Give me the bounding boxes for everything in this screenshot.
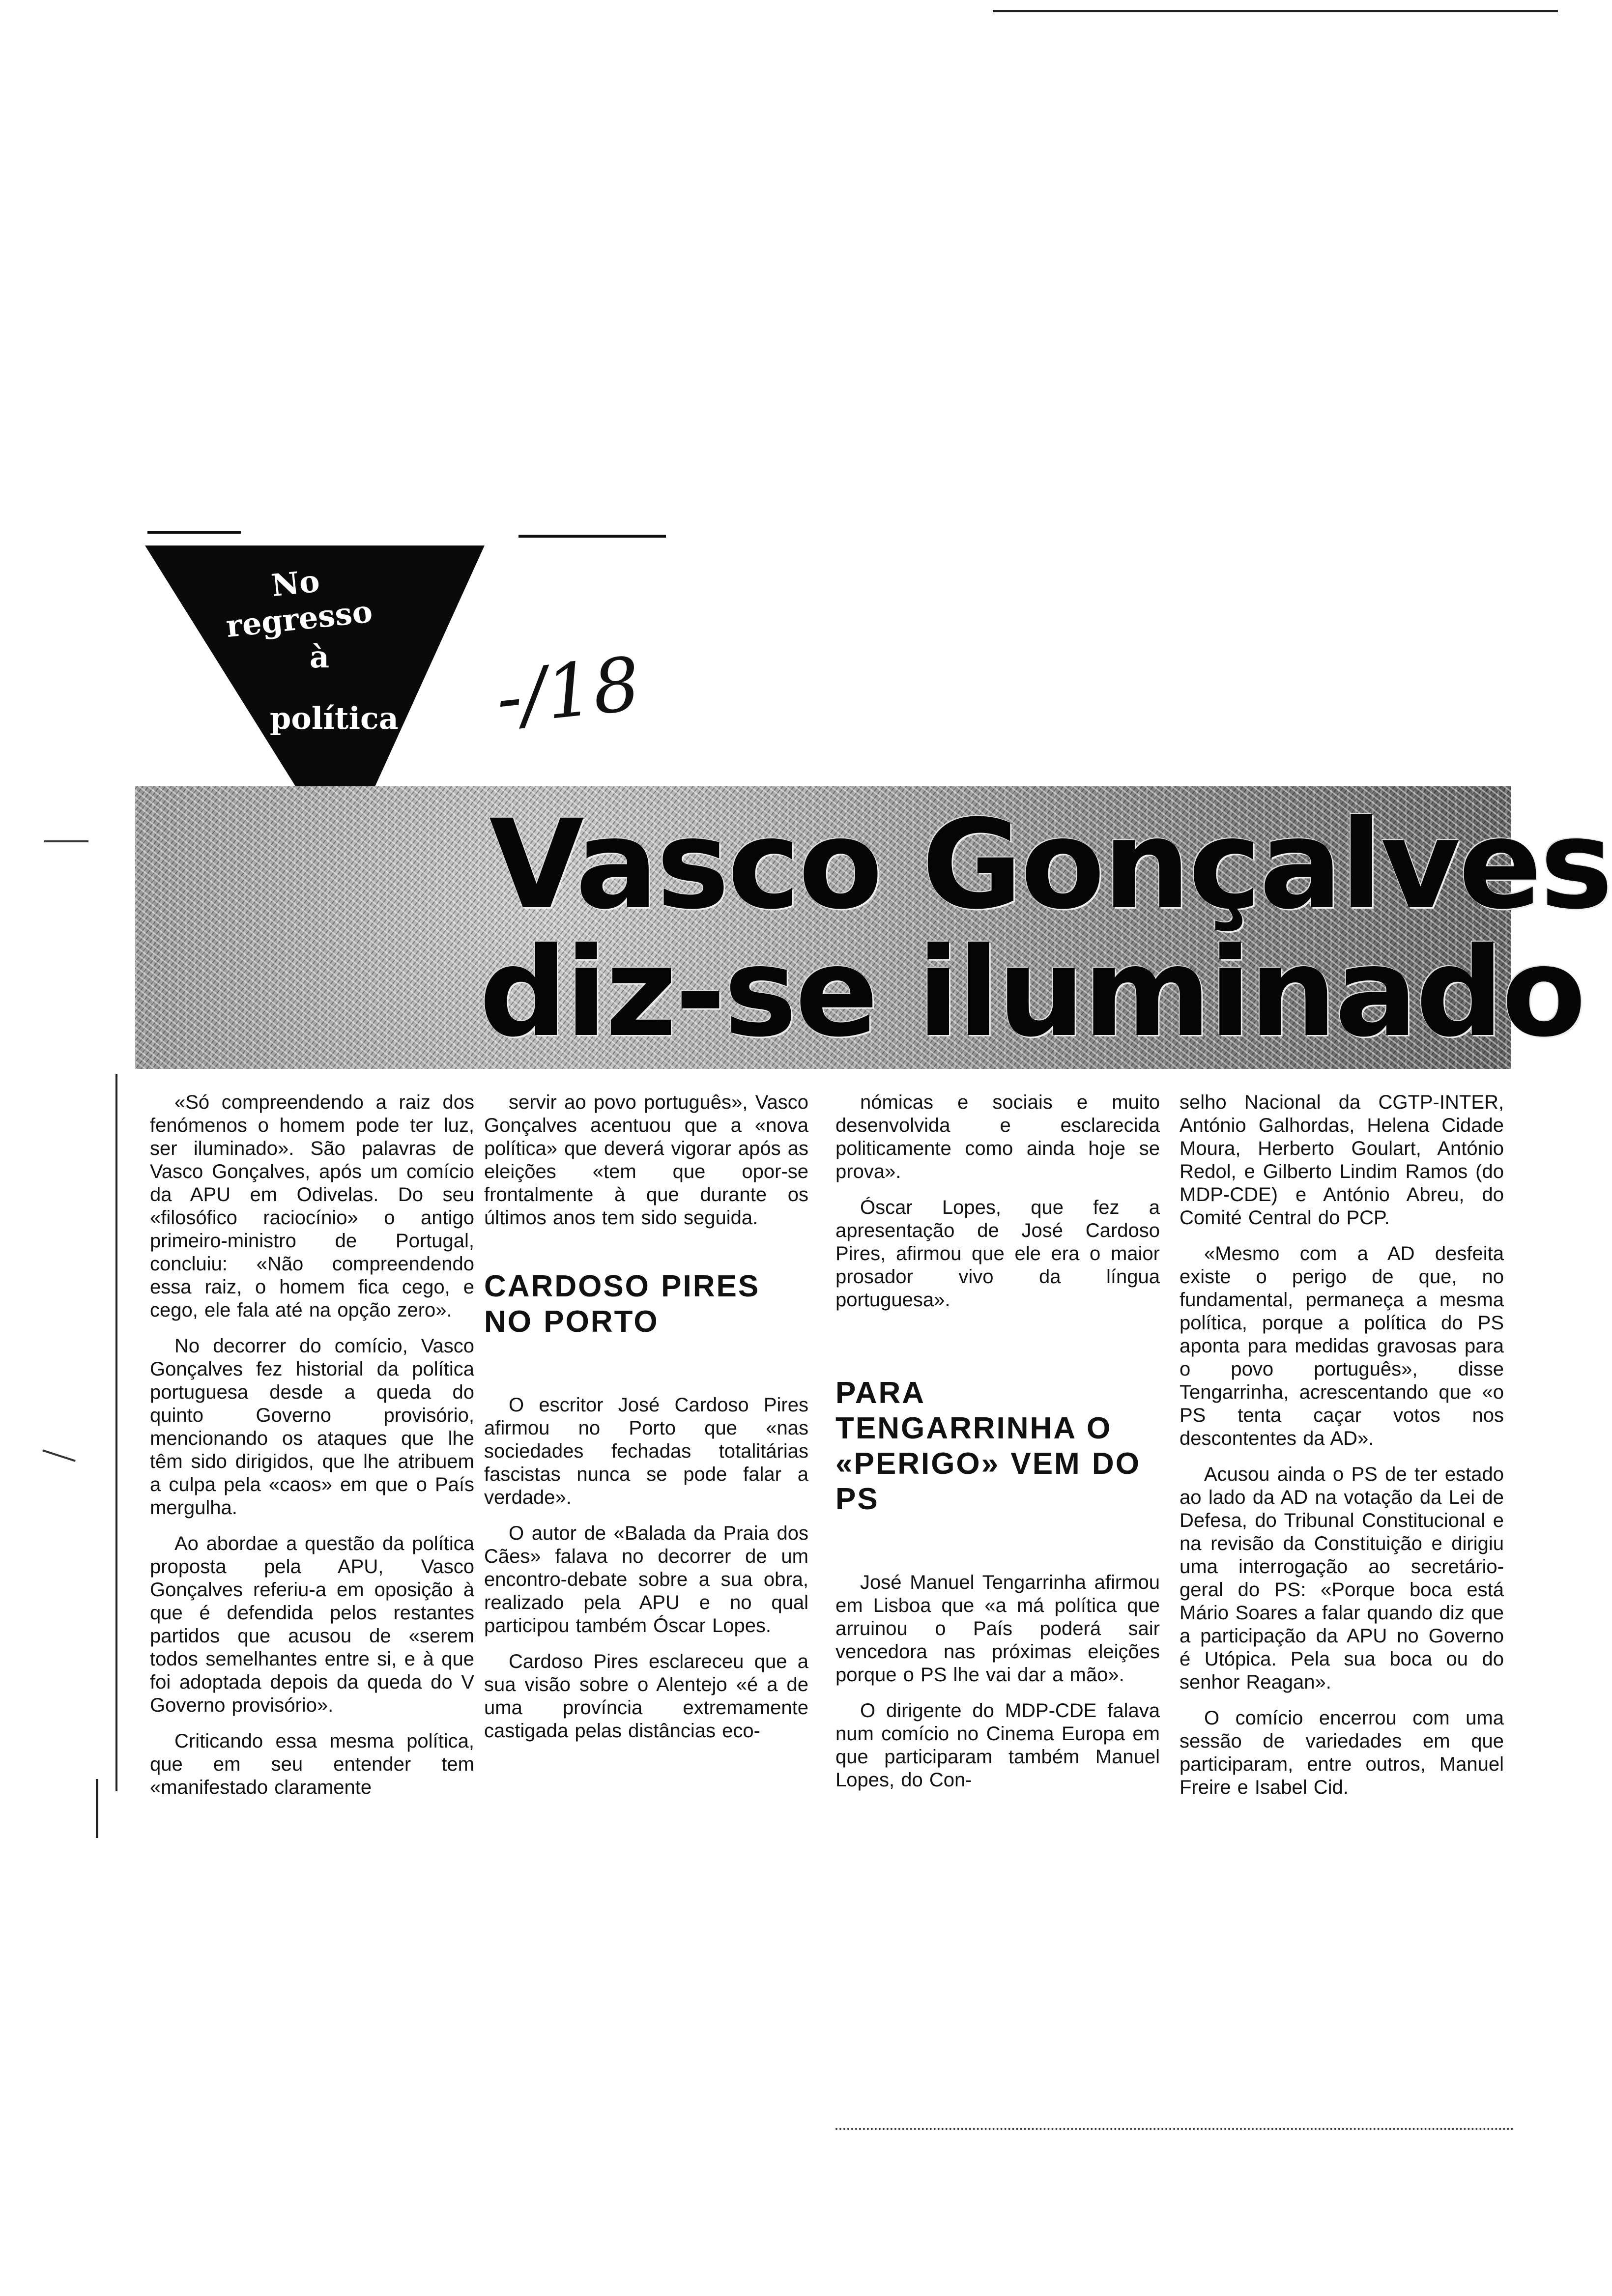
header-rule-left <box>147 531 241 534</box>
article-column-1 <box>150 1091 474 1812</box>
header-rule-right <box>518 535 666 538</box>
article-column-2 <box>484 1091 808 1755</box>
headline-line-1: Vasco Gonçalves <box>489 793 1612 936</box>
paragraph: Ao abordae a questão da política proposta pela APU, Vasco Gonçalves referiu-a em oposição à que é defendida pelos restantes partidos que acusou de «serem todos semelhantes entre si, e à que foi adoptada depois da queda do V Governo provisório». <box>150 1533 474 1716</box>
kicker-line-3: política <box>270 700 399 736</box>
paragraph: Acusou ainda o PS de ter estado ao lado da AD na votação da Lei de Defesa, do Tribunal Constitucional e na revisão da Constituição e dirigiu uma interrogação ao secretário-geral do PS: «Porque boca está Mário Soares a falar quando diz que a participação da APU no Governo é Utópica. Pela sua boca ou do senhor Reagan». <box>1180 1464 1504 1693</box>
margin-mark <box>96 1779 98 1838</box>
margin-scratch <box>42 1449 76 1462</box>
subhead-cardoso-pires: CARDOSO PIRES NO PORTO <box>484 1269 760 1339</box>
margin-scratch <box>44 840 88 842</box>
margin-mark <box>115 1074 117 1791</box>
paragraph: Óscar Lopes, que fez a apresentação de José Cardoso Pires, afirmou que ele era o maior prosador vivo da língua portuguesa». <box>835 1197 1160 1311</box>
paragraph: No decorrer do comício, Vasco Gonçalves fez historial da política portuguesa desde a queda do quinto Governo provisório, mencionando os ataques que lhe têm sido dirigidos, que lhe atribuem a culpa pela «caos» em que o País mergulha. <box>150 1335 474 1519</box>
paragraph: O dirigente do MDP-CDE falava num comício no Cinema Europa em que participaram também Manuel Lopes, do Con- <box>835 1700 1160 1791</box>
paragraph: O escritor José Cardoso Pires afirmou no Porto que «nas sociedades fechadas totalitárias fascistas nunca se pode falar a verdade». <box>484 1394 808 1508</box>
headline-line-2: diz-se iluminado <box>479 921 1584 1064</box>
subhead-tengarrinha: PARA TENGARRINHA O «PERIGO» VEM DO PS <box>835 1376 1141 1516</box>
paragraph: José Manuel Tengarrinha afirmou em Lisboa que «a má política que arruinou o País poderá sair vencedora nas próximas eleições porque o PS lhe vai dar a mão». <box>835 1572 1160 1686</box>
paragraph: selho Nacional da CGTP-INTER, António Galhordas, Helena Cidade Moura, Herberto Goulart, António Redol, e Gilberto Lindim Ramos (do MDP-CDE) e António Abreu, do Comité Central do PCP. <box>1180 1091 1504 1229</box>
article-column-4 <box>1180 1091 1504 1812</box>
paragraph: O autor de «Balada da Praia dos Cães» falava no decorrer de um encontro-debate sobre a sua obra, realizado pela APU e no qual participou também Óscar Lopes. <box>484 1522 808 1636</box>
paragraph: O comício encerrou com uma sessão de variedades em que participaram, entre outros, Manuel Freire e Isabel Cid. <box>1180 1707 1504 1798</box>
kicker-line-2: à <box>309 639 330 675</box>
paragraph: «Só compreendendo a raiz dos fenómenos o homem pode ter luz, ser iluminado». São palavras de Vasco Gonçalves, após um comício da APU em Odivelas. Do seu «filosófico raciocínio» o antigo primeiro-ministro de Portugal, concluiu: «Não compreendendo essa raiz, o homem fica cego, e cego, ele fala até na opção zero». <box>150 1091 474 1321</box>
paragraph: servir ao povo português», Vasco Gonçalves acentuou que a «nova política» que deverá vigorar após as eleições «tem que opor-se frontalmente à que durante os últimos anos tem sido seguida. <box>484 1091 808 1229</box>
article-column-3 <box>835 1091 1160 1805</box>
handwritten-note: -/18 <box>492 641 644 742</box>
paragraph: nómicas e sociais e muito desenvolvida e esclarecida politicamente como ainda hoje se prova». <box>835 1091 1160 1182</box>
paragraph: Cardoso Pires esclareceu que a sua visão sobre o Alentejo «é a de uma província extremamente castigada pelas distâncias eco- <box>484 1651 808 1742</box>
top-edge-rule <box>993 10 1558 12</box>
headline-band <box>135 786 1612 1069</box>
paragraph: Criticando essa mesma política, que em seu entender tem «manifestado claramente <box>150 1730 474 1798</box>
kicker-line-1: No regresso <box>224 563 374 645</box>
paragraph: «Mesmo com a AD desfeita existe o perigo de que, no fundamental, permaneça a mesma política, porque a política do PS aponta para medidas gravosas para o povo português», disse Tengarrinha, acrescentando que «o PS tenta caçar votos nos descontentes da AD». <box>1180 1243 1504 1449</box>
clipping-bottom-edge <box>835 2128 1514 2132</box>
